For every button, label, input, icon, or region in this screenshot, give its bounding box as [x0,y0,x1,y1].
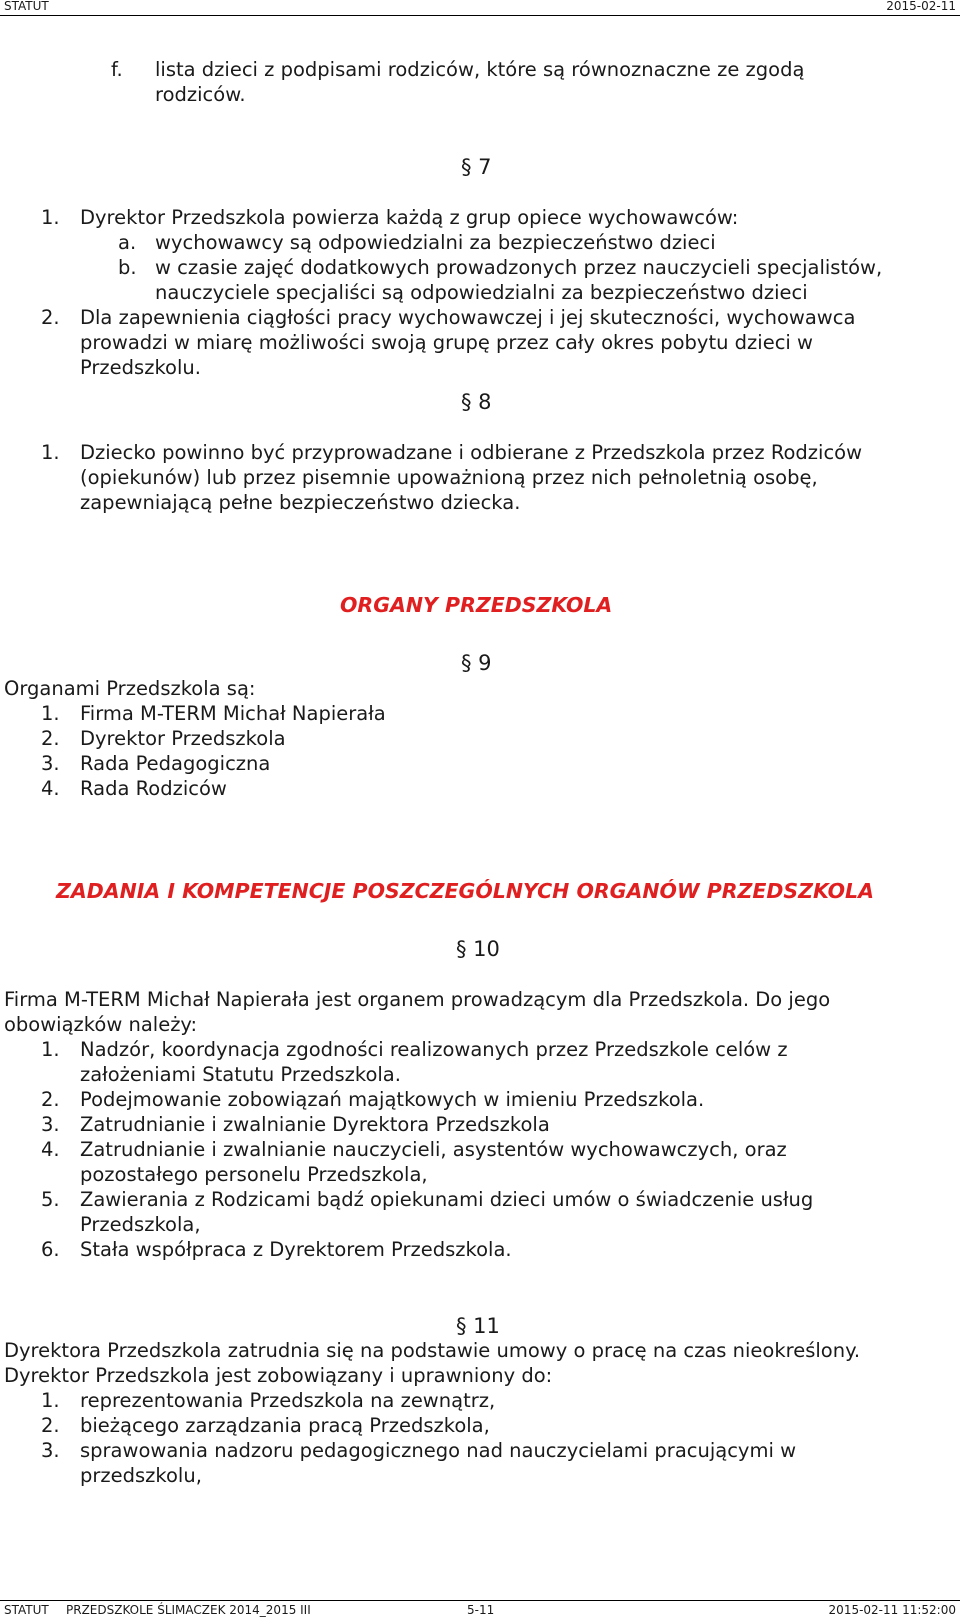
list-item-text: nauczyciele specjaliści są odpowiedzialni za bezpieczeństwo dzieci [155,281,808,304]
paragraph-text: Dyrektor Przedszkola jest zobowiązany i uprawniony do: [4,1364,553,1387]
footer-title: PRZEDSZKOLE ŚLIMACZEK 2014_2015 III [66,1603,311,1617]
list-item-text: Nadzór, koordynacja zgodności realizowanych przez Przedszkole celów z [80,1038,788,1061]
footer-page-number: 5-11 [467,1603,495,1617]
list-number: 1. [41,206,60,229]
list-item-text: przedszkolu, [80,1464,202,1487]
list-number: 5. [41,1188,60,1211]
list-item-text: sprawowania nadzoru pedagogicznego nad nauczycielami pracującymi w [80,1439,797,1462]
list-number: 2. [41,727,60,750]
list-item-text: Rada Pedagogiczna [80,752,271,775]
list-number: 4. [41,777,60,800]
header-doc-label: STATUT [4,0,49,13]
list-item-text: wychowawcy są odpowiedzialni za bezpieczeństwo dzieci [155,231,716,254]
list-item-text: prowadzi w miarę możliwości swoją grupę przez cały okres pobytu dzieci w [80,331,813,354]
list-item-text: Dla zapewnienia ciągłości pracy wychowawczej i jej skuteczności, wychowawca [80,306,856,329]
section-mark: § 8 [461,390,492,414]
list-number: 3. [41,1113,60,1136]
list-number: 1. [41,702,60,725]
list-number: 4. [41,1138,60,1161]
list-marker: b. [118,256,137,279]
list-number: 2. [41,1414,60,1437]
list-item-text: (opiekunów) lub przez pisemnie upoważnioną przez nich pełnoletnią osobę, [80,466,818,489]
section-mark: § 9 [461,651,492,675]
list-item-text: Podejmowanie zobowiązań majątkowych w imieniu Przedszkola. [80,1088,705,1111]
list-item-text: Przedszkola, [80,1213,201,1236]
list-number: 2. [41,306,60,329]
list-item-text: Dziecko powinno być przyprowadzane i odbierane z Przedszkola przez Rodziców [80,441,863,464]
section-mark: § 10 [456,937,500,961]
list-item-text: Przedszkolu. [80,356,201,379]
paragraph-text: Firma M-TERM Michał Napierała jest organem prowadzącym dla Przedszkola. Do jego [4,988,831,1011]
list-item-text: Zatrudnianie i zwalnianie Dyrektora Przedszkola [80,1113,550,1136]
list-item-text: Firma M-TERM Michał Napierała [80,702,386,725]
section-mark: § 7 [461,155,492,179]
paragraph-text: Dyrektora Przedszkola zatrudnia się na podstawie umowy o pracę na czas nieokreślony. [4,1339,861,1362]
list-item-text: bieżącego zarządzania pracą Przedszkola, [80,1414,490,1437]
list-item-text: Zatrudnianie i zwalnianie nauczycieli, asystentów wychowawczych, oraz [80,1138,787,1161]
section-heading: ZADANIA I KOMPETENCJE POSZCZEGÓLNYCH ORGANÓW PRZEDSZKOLA [56,879,874,903]
list-marker: f. [111,58,123,81]
list-number: 1. [41,1389,60,1412]
paragraph-text: obowiązków należy: [4,1013,198,1036]
list-item-text: w czasie zajęć dodatkowych prowadzonych przez nauczycieli specjalistów, [155,256,883,279]
list-number: 3. [41,1439,60,1462]
list-number: 1. [41,1038,60,1061]
list-item-text: rodziców. [155,83,246,106]
list-item-text: lista dzieci z podpisami rodziców, które są równoznaczne ze zgodą [155,58,805,81]
list-item-text: Rada Rodziców [80,777,227,800]
section-mark: § 11 [456,1314,500,1338]
page-footer [0,1600,960,1618]
list-number: 3. [41,752,60,775]
page-header [0,0,960,16]
list-number: 1. [41,441,60,464]
list-number: 2. [41,1088,60,1111]
list-item-text: Dyrektor Przedszkola powierza każdą z grup opiece wychowawców: [80,206,739,229]
list-item-text: Zawierania z Rodzicami bądź opiekunami dzieci umów o świadczenie usług [80,1188,814,1211]
list-item-text: Dyrektor Przedszkola [80,727,286,750]
section-heading: ORGANY PRZEDSZKOLA [340,593,613,617]
footer-timestamp: 2015-02-11 11:52:00 [828,1603,956,1617]
footer-doc-label: STATUT [4,1603,49,1617]
list-item-text: reprezentowania Przedszkola na zewnątrz, [80,1389,496,1412]
list-item-text: zapewniającą pełne bezpieczeństwo dziecka. [80,491,521,514]
list-item-text: założeniami Statutu Przedszkola. [80,1063,401,1086]
list-item-text: pozostałego personelu Przedszkola, [80,1163,428,1186]
paragraph-text: Organami Przedszkola są: [4,677,256,700]
list-marker: a. [118,231,137,254]
header-date: 2015-02-11 [886,0,956,13]
list-number: 6. [41,1238,60,1261]
list-item-text: Stała współpraca z Dyrektorem Przedszkola. [80,1238,512,1261]
